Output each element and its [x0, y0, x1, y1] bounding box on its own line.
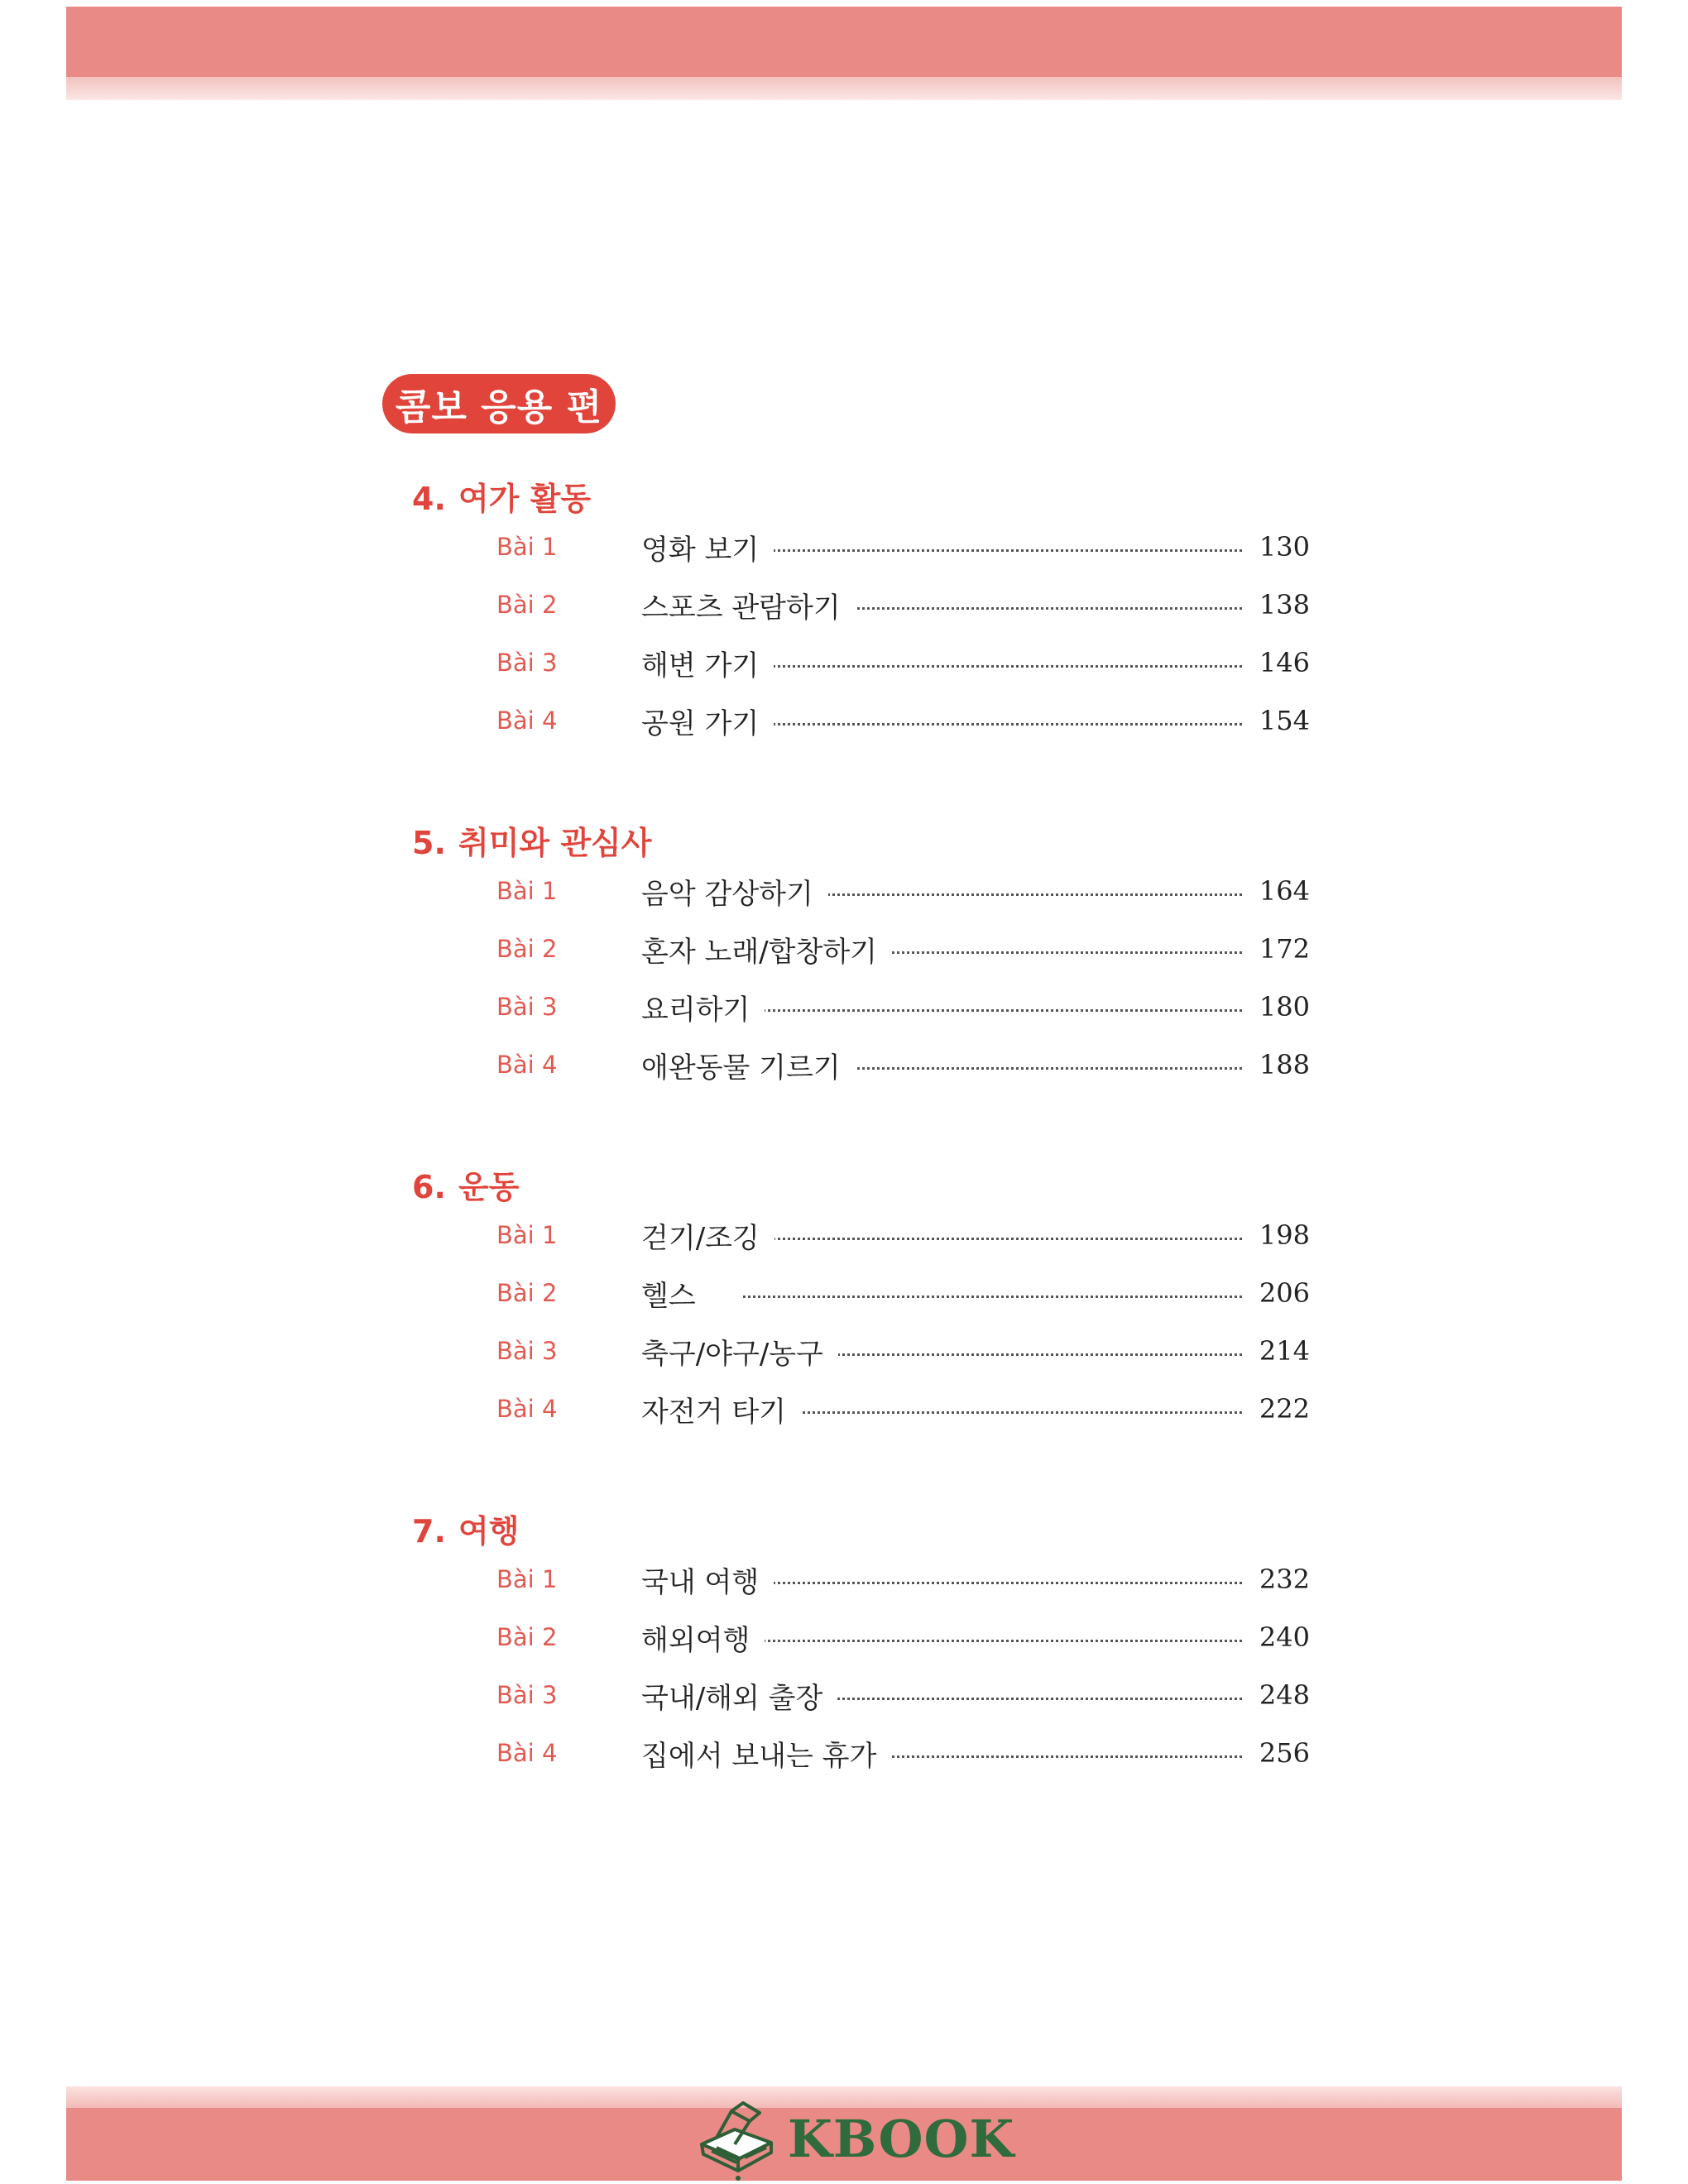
lesson-title: 해변 가기: [641, 643, 774, 683]
toc-entry[interactable]: [412, 700, 1310, 741]
page-number: 154: [1248, 705, 1310, 736]
toc-entry[interactable]: [412, 870, 1310, 912]
section-title: [412, 473, 591, 519]
toc-entry[interactable]: [412, 526, 1310, 568]
lesson-title: 국내 여행: [641, 1559, 774, 1600]
section-number: 6.: [412, 1169, 446, 1205]
lesson-title: 공원 가기: [641, 701, 774, 741]
section-title: [412, 817, 651, 863]
lesson-title: 축구/야구/농구: [641, 1331, 838, 1372]
lesson-label: Bài 3: [496, 993, 558, 1021]
page-number: 138: [1248, 589, 1310, 620]
page-number: 130: [1248, 531, 1310, 563]
lesson-label: Bài 2: [496, 935, 558, 963]
logo-text: KBOOK: [788, 2108, 1015, 2169]
lesson-label: Bài 3: [496, 1337, 558, 1365]
page-number: 198: [1248, 1219, 1310, 1251]
toc-entry[interactable]: [412, 1272, 1310, 1314]
lesson-label: Bài 1: [496, 1221, 558, 1249]
page-number: 232: [1248, 1564, 1310, 1595]
lesson-title: 혼자 노래/합창하기: [641, 929, 892, 970]
toc-entry[interactable]: [412, 1214, 1310, 1256]
lesson-title: 요리하기: [641, 987, 765, 1027]
section-name: 여가 활동: [458, 481, 592, 517]
lesson-title: 국내/해외 출장: [641, 1675, 837, 1716]
section-name: 운동: [458, 1169, 520, 1205]
section-title: [412, 1161, 519, 1207]
dot-leader: [743, 1411, 1242, 1414]
kbook-logo: [692, 2093, 1014, 2184]
lesson-label: Bài 3: [496, 649, 558, 677]
page-number: 222: [1248, 1393, 1310, 1425]
lesson-title: 영화 보기: [641, 527, 774, 568]
toc-entry[interactable]: [412, 1330, 1310, 1372]
page-number: 240: [1248, 1621, 1310, 1653]
section-name: 여행: [458, 1513, 520, 1549]
dot-leader: [743, 665, 1242, 668]
top-band: [66, 7, 1622, 77]
lesson-label: Bài 4: [496, 1395, 558, 1423]
toc-entry[interactable]: [412, 584, 1310, 625]
lesson-label: Bài 4: [496, 1739, 558, 1767]
lesson-label: Bài 4: [496, 1051, 558, 1079]
open-book-icon: [692, 2093, 783, 2184]
toc-entry[interactable]: [412, 1044, 1310, 1085]
page-number: 206: [1248, 1277, 1310, 1309]
page-number: 172: [1248, 933, 1310, 965]
section-number: 7.: [412, 1513, 446, 1549]
lesson-title: 자전거 타기: [641, 1389, 801, 1430]
lesson-title: 헬스: [641, 1273, 711, 1314]
lesson-title: 해외여행: [641, 1617, 765, 1658]
top-band-fade: [66, 77, 1622, 100]
lesson-title: 애완동물 기르기: [641, 1045, 856, 1085]
lesson-label: Bài 1: [496, 877, 558, 905]
dot-leader: [743, 549, 1242, 552]
page-number: 164: [1248, 875, 1310, 907]
section-number: 5.: [412, 825, 446, 861]
toc-entry[interactable]: [412, 1732, 1310, 1774]
dot-leader: [743, 1640, 1242, 1642]
page-number: 180: [1248, 991, 1310, 1023]
toc-entry[interactable]: [412, 1559, 1310, 1600]
lesson-title: 집에서 보내는 휴가: [641, 1733, 891, 1774]
lesson-label: Bài 1: [496, 533, 558, 561]
page-number: 214: [1248, 1335, 1310, 1367]
dot-leader: [743, 1238, 1242, 1240]
lesson-label: Bài 2: [496, 1623, 558, 1651]
page-number: 256: [1248, 1737, 1310, 1769]
dot-leader: [743, 723, 1242, 726]
page-number: 248: [1248, 1679, 1310, 1711]
section-number: 4.: [412, 481, 446, 517]
lesson-label: Bài 3: [496, 1681, 558, 1709]
toc-entry[interactable]: [412, 642, 1310, 683]
dot-leader: [743, 1009, 1242, 1012]
page-number: 188: [1248, 1049, 1310, 1080]
section-title: [412, 1506, 519, 1551]
lesson-title: 걷기/조깅: [641, 1215, 774, 1256]
dot-leader: [743, 1296, 1242, 1298]
lesson-label: Bài 1: [496, 1565, 558, 1593]
toc-entry[interactable]: [412, 1616, 1310, 1658]
toc-entry[interactable]: [412, 928, 1310, 970]
section-name: 취미와 관심사: [458, 825, 652, 861]
toc-entry[interactable]: [412, 986, 1310, 1027]
toc-entry[interactable]: [412, 1388, 1310, 1430]
lesson-title: 음악 감상하기: [641, 871, 828, 912]
lesson-label: Bài 2: [496, 1279, 558, 1307]
dot-leader: [743, 1582, 1242, 1584]
toc-entry[interactable]: [412, 1674, 1310, 1716]
lesson-title: 스포츠 관람하기: [641, 585, 856, 625]
page-number: 146: [1248, 647, 1310, 678]
lesson-label: Bài 4: [496, 706, 558, 735]
lesson-label: Bài 2: [496, 591, 558, 619]
part-label-pill: 콤보 응용 편: [382, 374, 616, 433]
